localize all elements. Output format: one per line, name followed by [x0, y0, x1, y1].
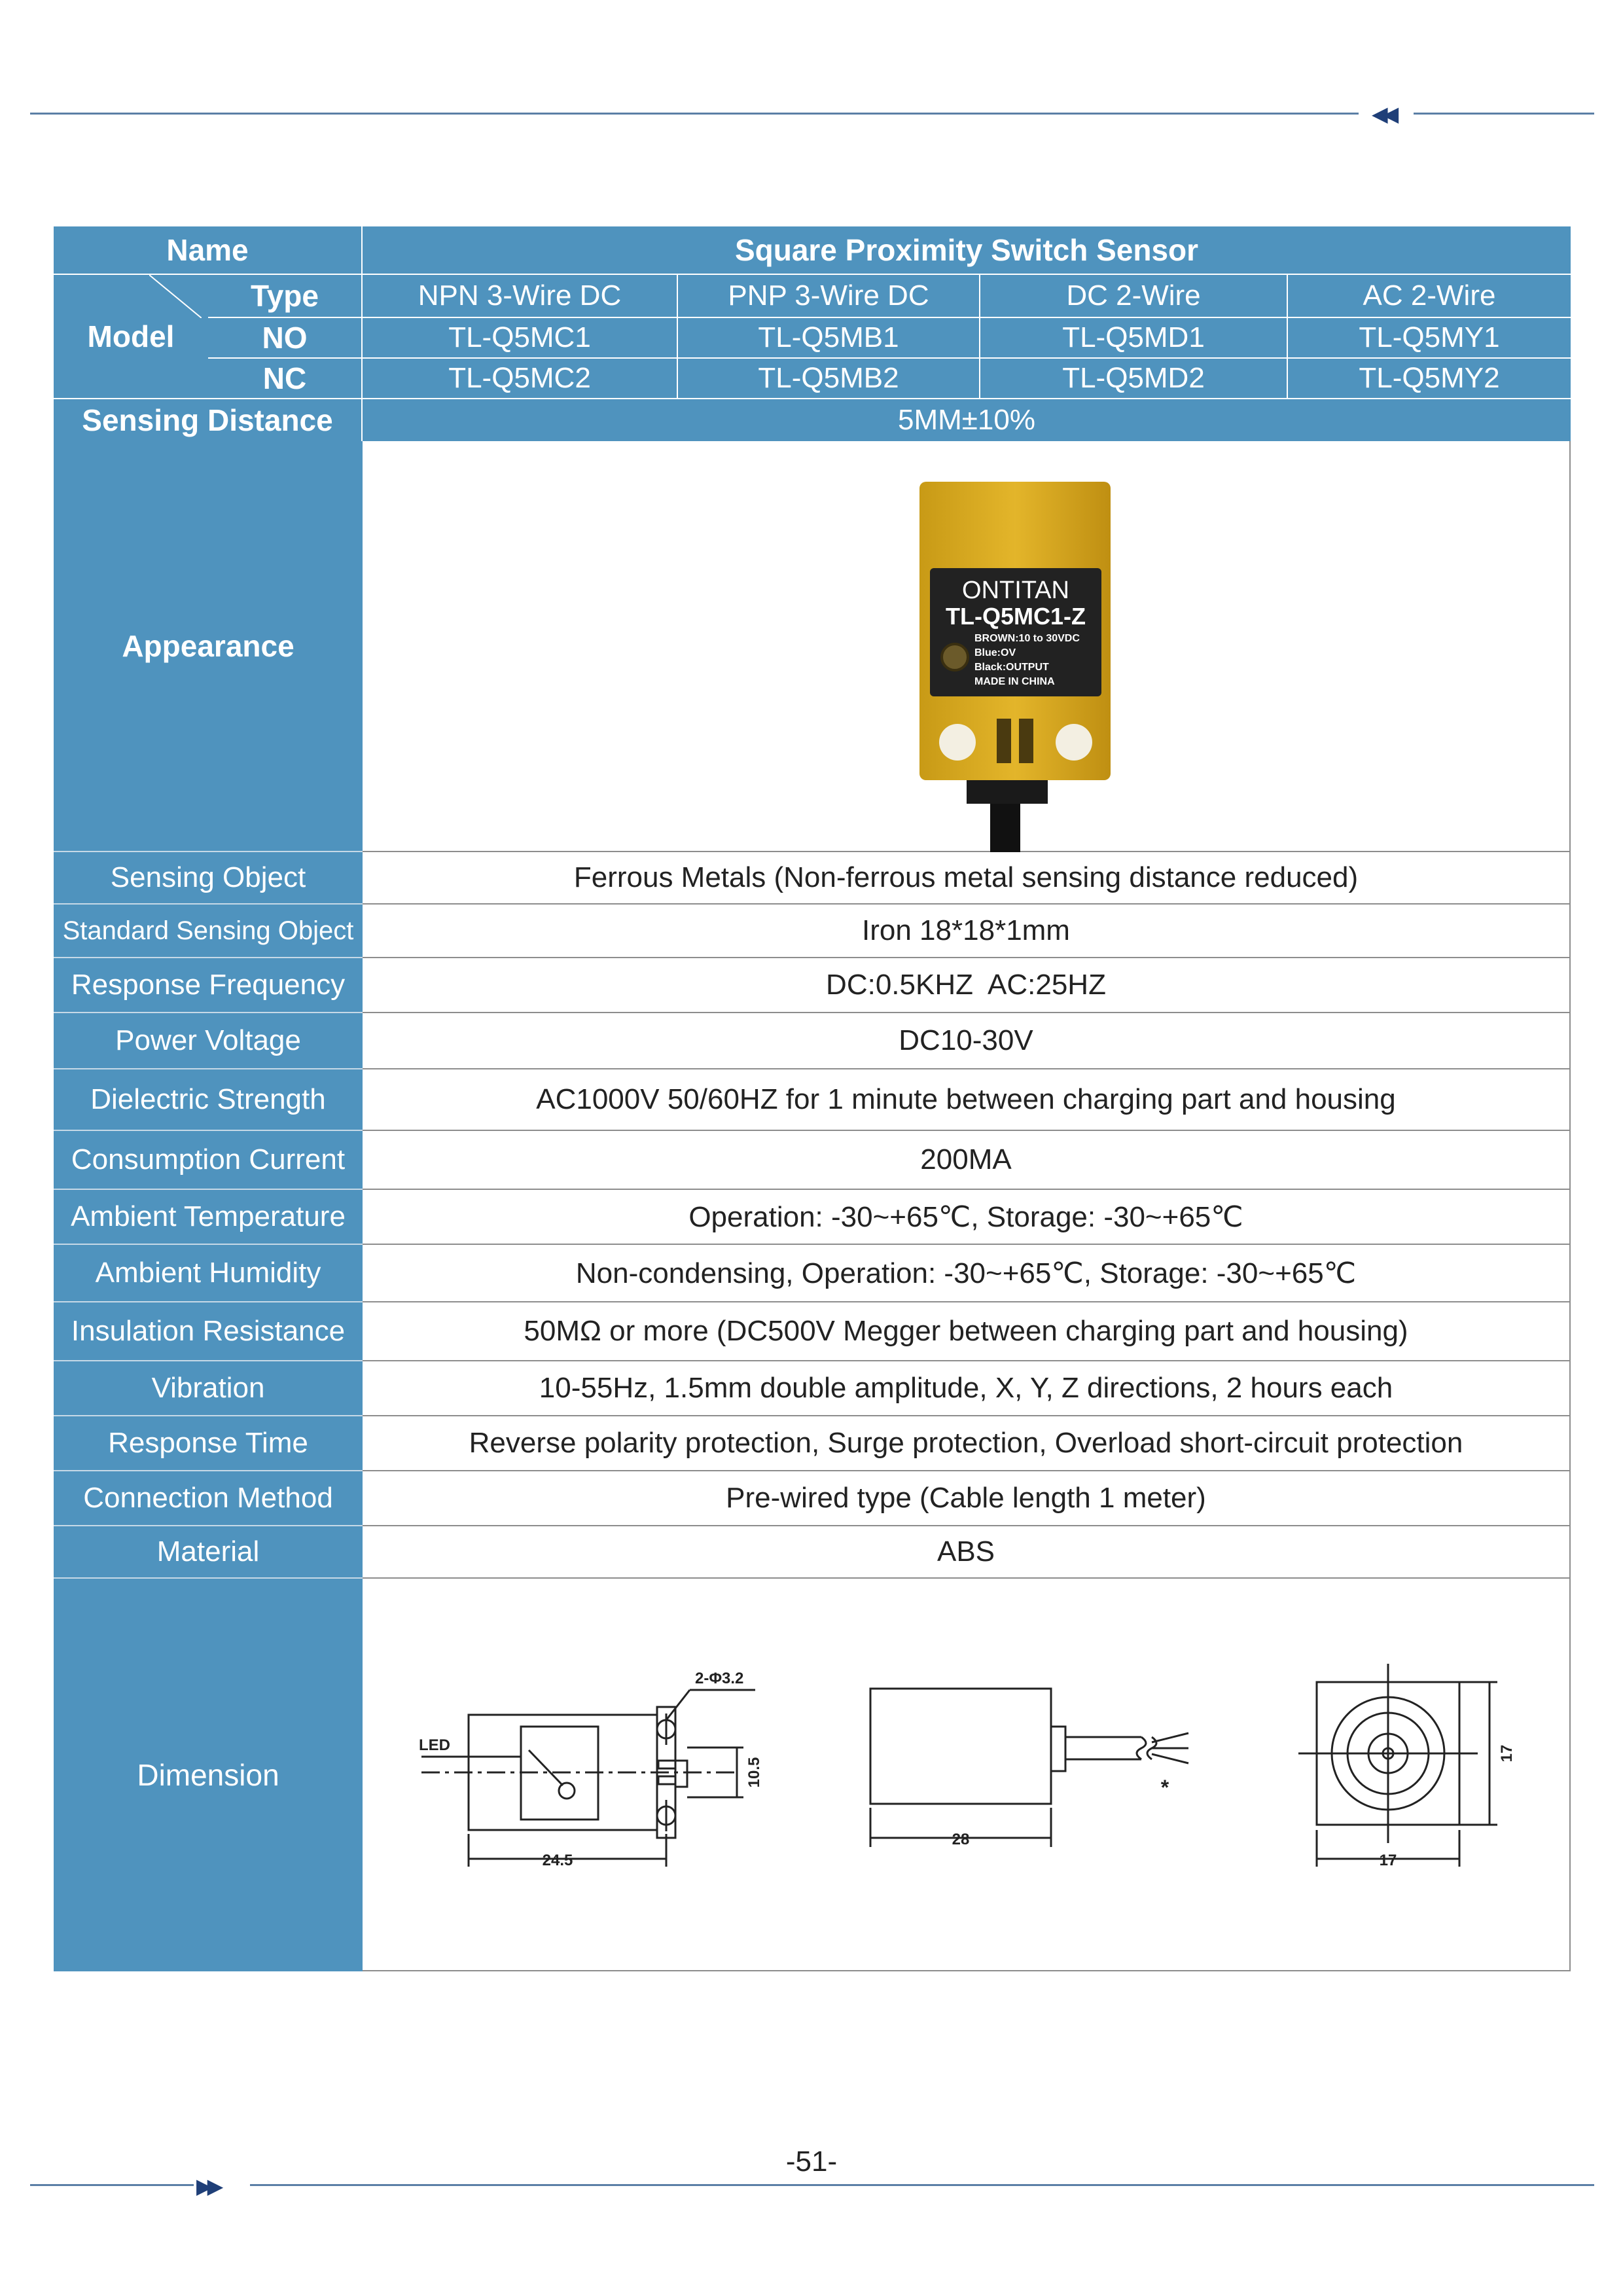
spec-label-response-time: Response Time [54, 1416, 363, 1471]
middle-view-wire-1 [1152, 1733, 1188, 1742]
no-model-ac2: TL-Q5MY1 [1288, 318, 1571, 359]
appearance-label: Appearance [54, 441, 363, 852]
middle-view-body [870, 1689, 1051, 1804]
spec-value-power-voltage: DC10-30V [363, 1013, 1571, 1069]
spec-value-ambient-humidity: Non-condensing, Operation: -30~+65℃, Storage: -30~+65℃ [363, 1245, 1571, 1302]
mount-hole-right-icon [1056, 724, 1092, 761]
dim-side-label: 17 [1498, 1744, 1516, 1763]
footer-rule [250, 2184, 1594, 2186]
sensing-distance-value: 5MM±10% [363, 399, 1571, 441]
spec-value-dielectric-strength: AC1000V 50/60HZ for 1 minute between charging part and housing [363, 1069, 1571, 1131]
left-view-slot-bottom [658, 1776, 675, 1784]
label-line-2: Blue:OV [974, 647, 1016, 658]
nc-model-pnp: TL-Q5MB2 [678, 359, 980, 399]
spec-label-ambient-humidity: Ambient Humidity [54, 1245, 363, 1302]
footer-nav-arrows: ▶▶ [196, 2174, 219, 2198]
model-label: Model [54, 275, 208, 399]
dim-hole-label: 2-Φ3.2 [695, 1670, 744, 1687]
header-rule [30, 113, 1359, 115]
nc-label: NC [208, 359, 363, 399]
left-view-diagonal [529, 1750, 563, 1785]
no-model-dc2: TL-Q5MD1 [980, 318, 1288, 359]
spec-table [54, 226, 1571, 1981]
spec-value-material: ABS [363, 1526, 1571, 1579]
left-view-cable [675, 1761, 687, 1787]
type-label: Type [208, 275, 363, 318]
name-value: Square Proximity Switch Sensor [363, 226, 1571, 275]
middle-view-cable-break [1137, 1737, 1146, 1759]
left-view-hole-leader [666, 1690, 690, 1720]
no-model-pnp: TL-Q5MB1 [678, 318, 980, 359]
no-model-npn: TL-Q5MC1 [363, 318, 678, 359]
dim-star-label: * [1160, 1776, 1169, 1799]
page-number: -51- [785, 2145, 838, 2178]
middle-view-collar [1051, 1727, 1065, 1771]
spec-value-consumption-current: 200MA [363, 1131, 1571, 1190]
nc-model-ac2: TL-Q5MY2 [1288, 359, 1571, 399]
spec-label-standard-sensing-object: Standard Sensing Object [54, 905, 363, 958]
spec-label-consumption-current: Consumption Current [54, 1131, 363, 1190]
left-view-led-icon [559, 1783, 575, 1799]
left-view-slot-top [658, 1761, 675, 1768]
sensor-product-image [910, 476, 1120, 856]
spec-value-sensing-object: Ferrous Metals (Non-ferrous metal sensing distance reduced) [363, 852, 1571, 905]
appearance-image-cell [363, 441, 1571, 852]
dim-width-label: 24.5 [542, 1852, 573, 1869]
footer-rule-start [30, 2184, 194, 2186]
dimension-drawing-cell [363, 1579, 1571, 1971]
dim-height-label: 10.5 [745, 1757, 763, 1788]
type-pnp: PNP 3-Wire DC [678, 275, 980, 318]
spec-value-connection-method: Pre-wired type (Cable length 1 meter) [363, 1471, 1571, 1526]
header-rule-end [1414, 113, 1594, 115]
dim-length-label: 28 [952, 1831, 970, 1848]
dimension-drawing [363, 1579, 1571, 1971]
label-line-4: MADE IN CHINA [974, 676, 1055, 687]
spec-label-response-frequency: Response Frequency [54, 958, 363, 1013]
dimension-label: Dimension [54, 1579, 363, 1971]
spec-label-ambient-temperature: Ambient Temperature [54, 1190, 363, 1245]
type-ac2: AC 2-Wire [1288, 275, 1571, 318]
spec-value-standard-sensing-object: Iron 18*18*1mm [363, 905, 1571, 958]
spec-label-dielectric-strength: Dielectric Strength [54, 1069, 363, 1131]
label-model: TL-Q5MC1-Z [946, 603, 1086, 630]
spec-label-insulation-resistance: Insulation Resistance [54, 1302, 363, 1361]
spec-value-response-time: Reverse polarity protection, Surge protection, Overload short-circuit protection [363, 1416, 1571, 1471]
label-line-3: Black:OUTPUT [974, 662, 1049, 673]
spec-value-ambient-temperature: Operation: -30~+65℃, Storage: -30~+65℃ [363, 1190, 1571, 1245]
spec-label-connection-method: Connection Method [54, 1471, 363, 1526]
dim-bottom-label: 17 [1379, 1852, 1397, 1869]
spec-label-power-voltage: Power Voltage [54, 1013, 363, 1069]
dim-led-label: LED [419, 1736, 450, 1754]
sensor-led-icon [942, 644, 968, 670]
nc-model-npn: TL-Q5MC2 [363, 359, 678, 399]
spec-value-response-frequency: DC:0.5KHZ AC:25HZ [363, 958, 1571, 1013]
no-label: NO [208, 318, 363, 359]
sensor-slot-left [997, 719, 1011, 763]
model-diagonal-line [149, 275, 202, 318]
name-label: Name [54, 226, 363, 275]
spec-value-insulation-resistance: 50MΩ or more (DC500V Megger between charging part and housing) [363, 1302, 1571, 1361]
type-npn: NPN 3-Wire DC [363, 275, 678, 318]
label-brand: ONTITAN [962, 577, 1069, 604]
middle-view-wire-3 [1152, 1754, 1188, 1763]
nc-model-dc2: TL-Q5MD2 [980, 359, 1288, 399]
label-line-1: BROWN:10 to 30VDC [974, 633, 1080, 644]
header-nav-arrows: ◀◀ [1372, 102, 1394, 126]
sensor-slot-right [1019, 719, 1033, 763]
spec-label-vibration: Vibration [54, 1361, 363, 1416]
spec-label-material: Material [54, 1526, 363, 1579]
spec-value-vibration: 10-55Hz, 1.5mm double amplitude, X, Y, Z directions, 2 hours each [363, 1361, 1571, 1416]
type-dc2: DC 2-Wire [980, 275, 1288, 318]
spec-label-sensing-object: Sensing Object [54, 852, 363, 905]
mount-hole-left-icon [939, 724, 976, 761]
sensing-distance-label: Sensing Distance [54, 399, 363, 441]
